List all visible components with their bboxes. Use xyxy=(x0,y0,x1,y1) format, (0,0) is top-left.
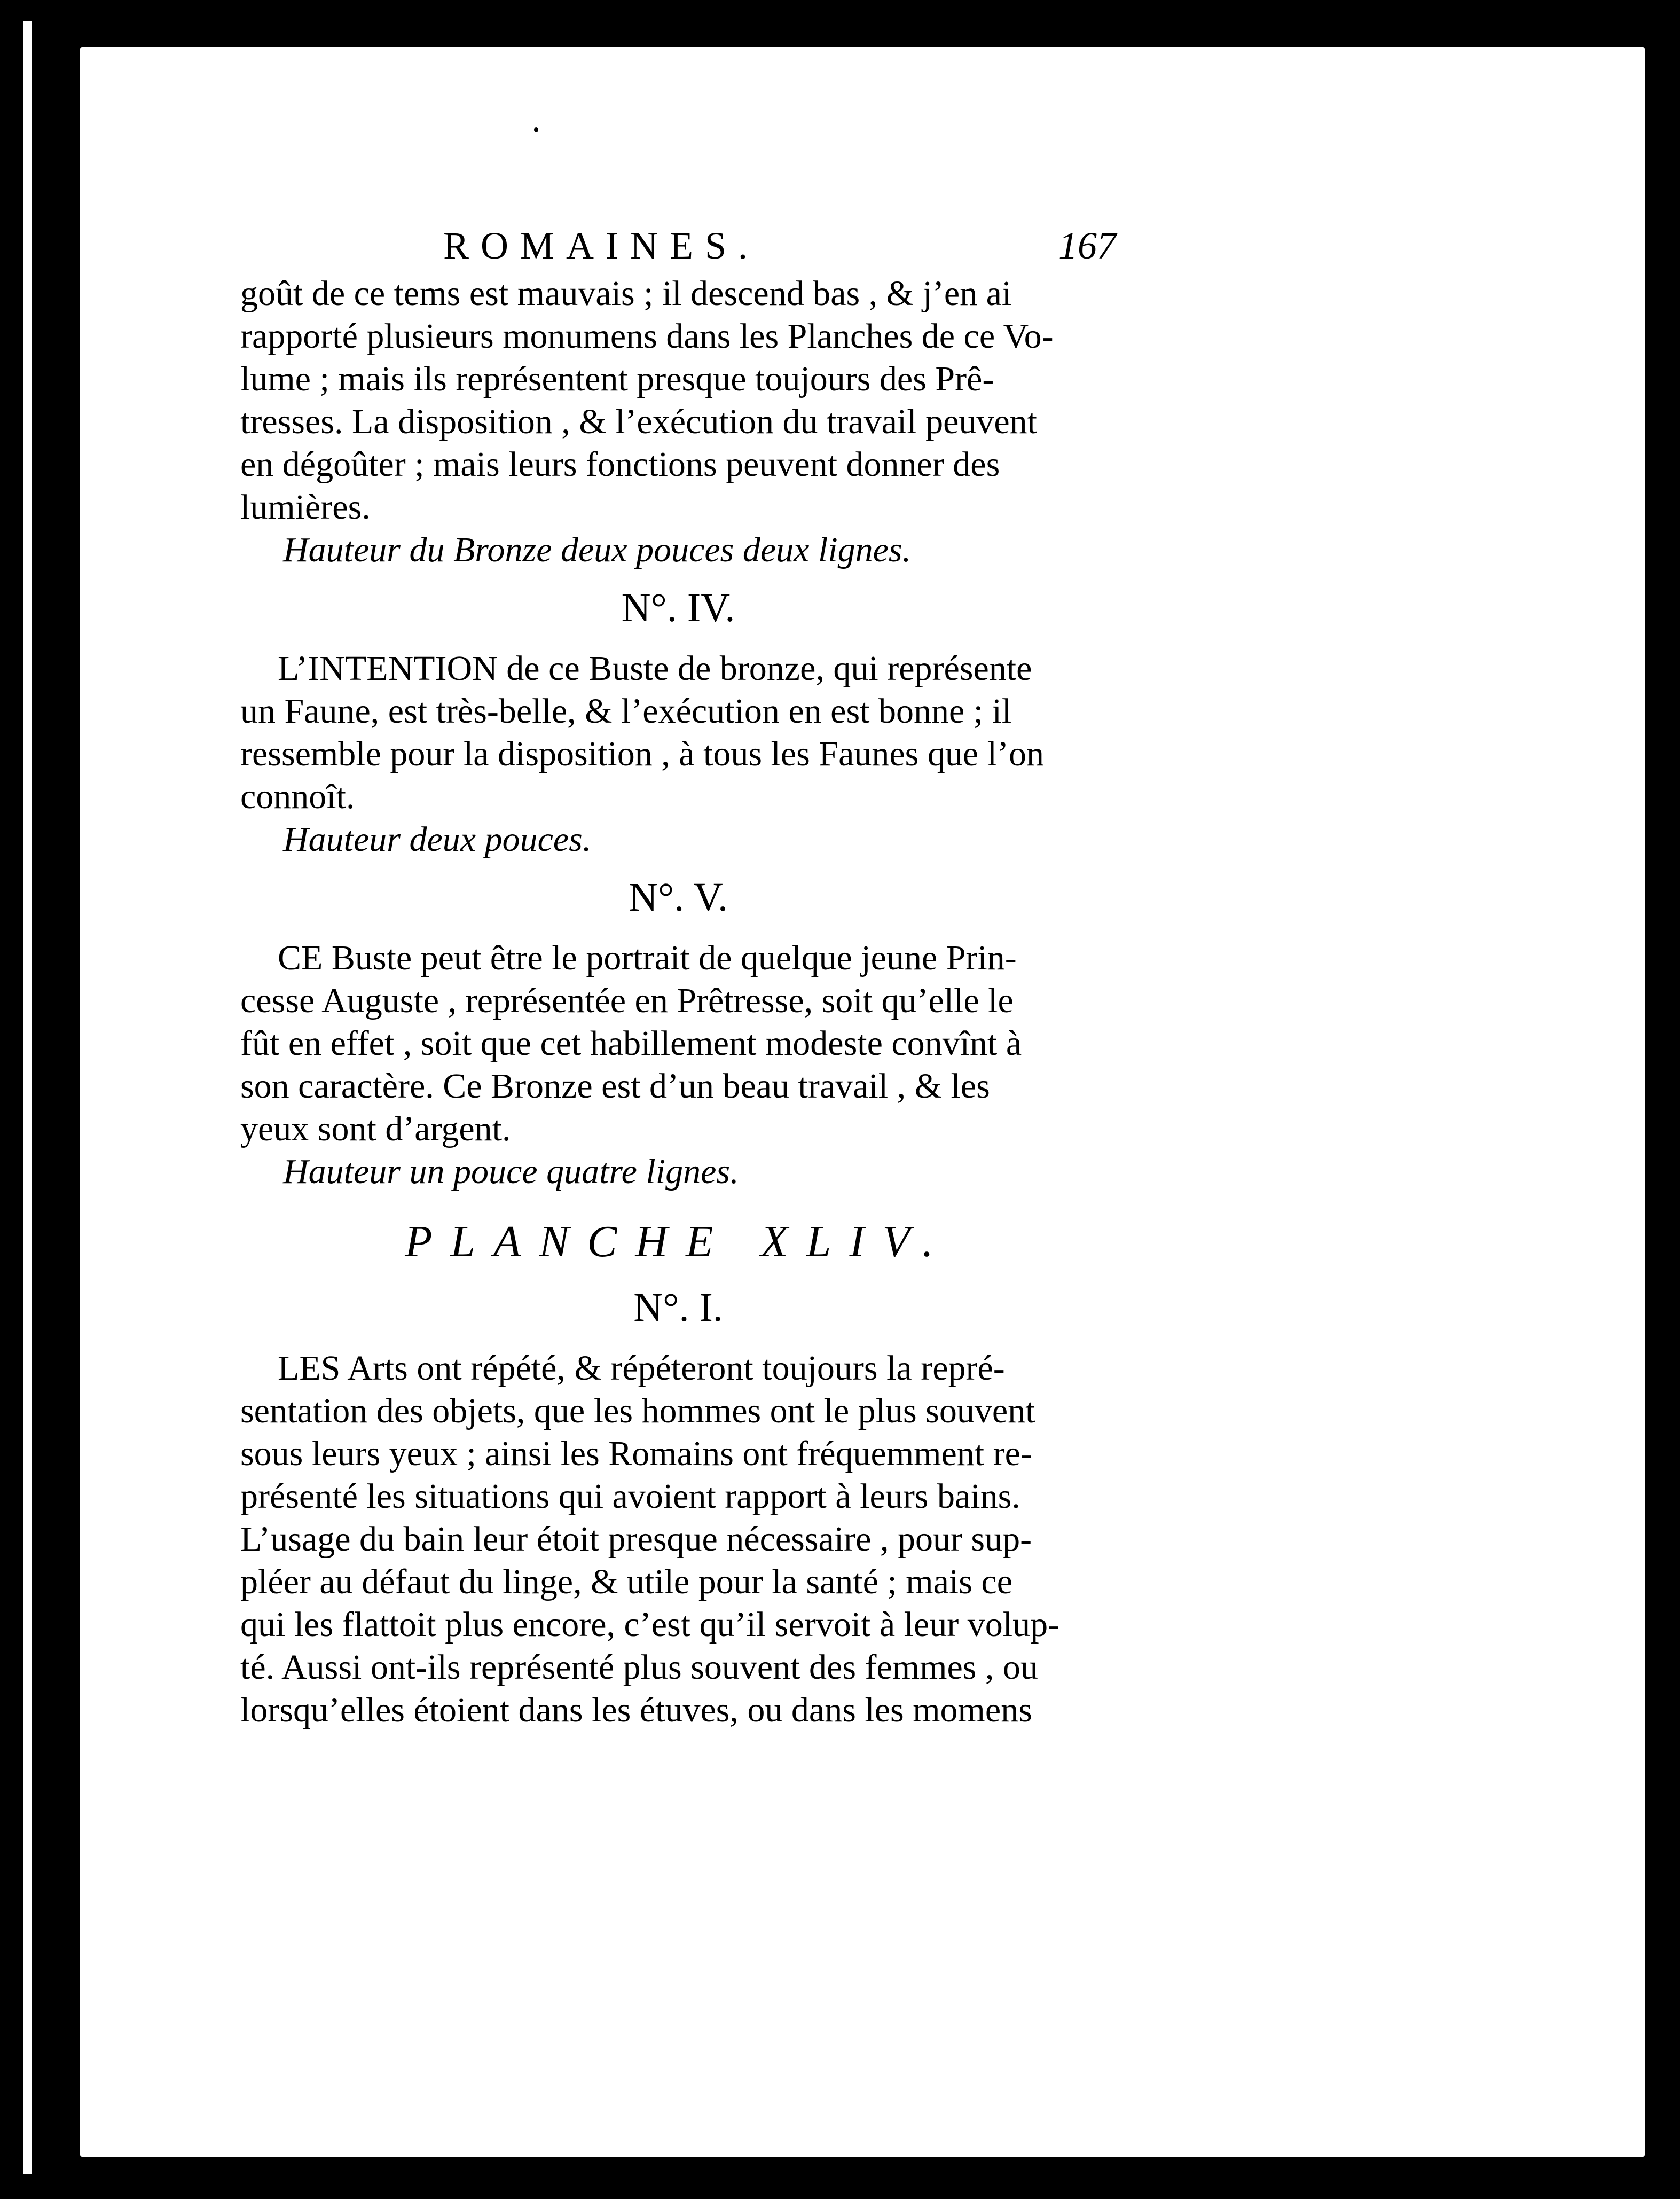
text-line: sentation des objets, que les hommes ont le plus souvent xyxy=(240,1391,1035,1430)
lead-word: CE xyxy=(278,938,323,977)
text-line xyxy=(240,647,1116,690)
page-number: 167 xyxy=(1058,224,1116,267)
section-v-paragraph xyxy=(240,937,1116,1151)
text-line: goût de ce tems est mauvais ; il descend bas , & j’en ai xyxy=(240,274,1012,313)
text-line: en dégoûter ; mais leurs fonctions peuvent donner des xyxy=(240,445,1000,484)
text-line xyxy=(240,937,1116,980)
section-i-paragraph xyxy=(240,1347,1116,1732)
ink-speck xyxy=(534,127,538,132)
running-title: ROMAINES. xyxy=(443,224,760,267)
scan-edge-strip xyxy=(23,21,32,2174)
section-heading-iv: N°. IV. xyxy=(621,585,735,630)
text-line: cesse Auguste , représentée en Prêtresse, soit qu’elle le xyxy=(240,981,1014,1020)
text-line xyxy=(240,1347,1116,1390)
text-line: pléer au défaut du linge, & utile pour la santé ; mais ce xyxy=(240,1562,1013,1601)
measurement-note: Hauteur du Bronze deux pouces deux lignes. xyxy=(283,530,912,569)
section-iv-paragraph xyxy=(240,647,1116,818)
text-line: L’usage du bain leur étoit presque nécessaire , pour sup- xyxy=(240,1520,1032,1559)
running-head xyxy=(240,224,1116,272)
text-line: fût en effet , soit que cet habillement modeste convînt à xyxy=(240,1024,1022,1063)
lead-rest: de ce Buste de bronze, qui représente xyxy=(497,649,1032,688)
text-line: tresses. La disposition , & l’exécution du travail peuvent xyxy=(240,402,1037,441)
lead-rest: Arts ont répété, & répéteront toujours la repré- xyxy=(340,1349,1005,1388)
text-line: ressemble pour la disposition , à tous les Faunes que l’on xyxy=(240,734,1044,773)
text-line: sous leurs yeux ; ainsi les Romains ont fréquemment re- xyxy=(240,1434,1032,1473)
text-line: son caractère. Ce Bronze est d’un beau travail , & les xyxy=(240,1067,990,1106)
text-line: qui les flattoit plus encore, c’est qu’il servoit à leur volup- xyxy=(240,1605,1060,1644)
plate-title: PLANCHE XLIV. xyxy=(405,1217,952,1266)
text-line: lorsqu’elles étoient dans les étuves, ou dans les momens xyxy=(240,1691,1032,1730)
lead-word: LES xyxy=(278,1349,341,1388)
measurement-note: Hauteur un pouce quatre lignes. xyxy=(283,1152,739,1191)
text-line: rapporté plusieurs monumens dans les Planches de ce Vo- xyxy=(240,317,1054,356)
text-line: té. Aussi ont-ils représenté plus souvent des femmes , ou xyxy=(240,1648,1038,1687)
lead-word: L’INTENTION xyxy=(278,649,498,688)
text-line: lume ; mais ils représentent presque toujours des Prê- xyxy=(240,359,994,398)
lead-rest: Buste peut être le portrait de quelque jeune Prin- xyxy=(323,938,1017,977)
page-text xyxy=(240,224,1116,1732)
section-heading-v: N°. V. xyxy=(629,875,728,920)
text-line: un Faune, est très-belle, & l’exécution en est bonne ; il xyxy=(240,692,1012,731)
text-line: lumières. xyxy=(240,488,371,527)
text-line: yeux sont d’argent. xyxy=(240,1109,511,1148)
text-line: présenté les situations qui avoient rapport à leurs bains. xyxy=(240,1477,1020,1516)
text-line: connoît. xyxy=(240,777,355,816)
measurement-note: Hauteur deux pouces. xyxy=(283,820,592,859)
section-heading-i: N°. I. xyxy=(633,1285,723,1330)
continuation-paragraph xyxy=(240,272,1116,529)
